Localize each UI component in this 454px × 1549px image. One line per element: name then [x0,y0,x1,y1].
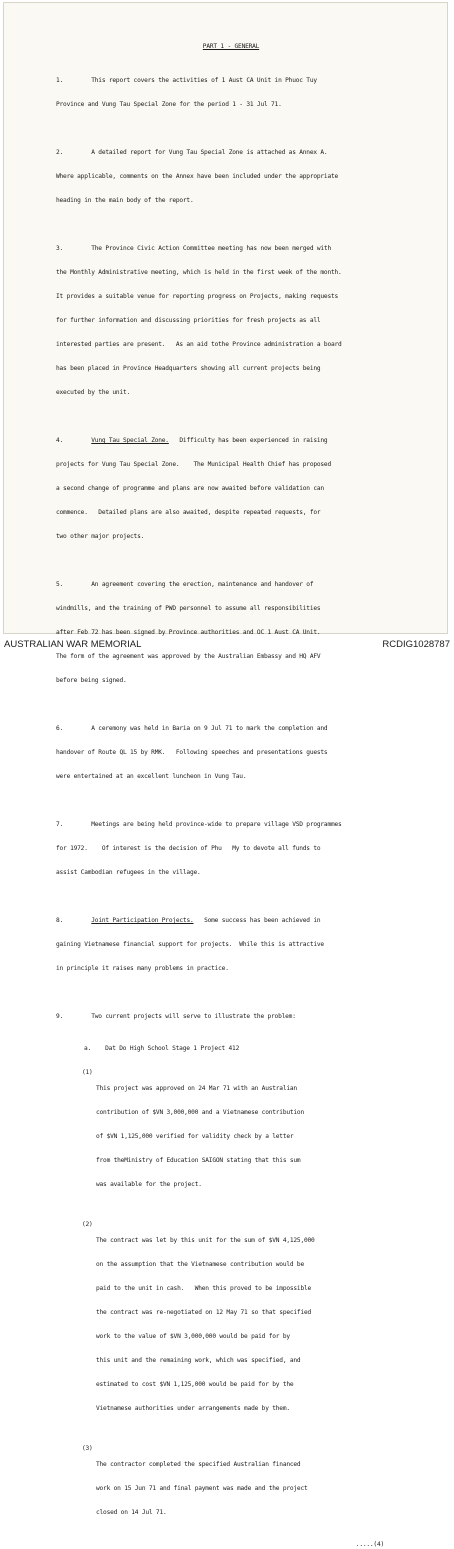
paragraph-1 [56,61,406,125]
paragraph-line [56,437,406,445]
subparagraph-1 [82,1061,406,1205]
paragraph-8 [56,901,406,989]
paragraph-line: for 1972. Of interest is the decision of Phu My to devote all funds to [56,845,321,852]
subparagraph-a: a. Dat Do High School Stage 1 Project 412 [84,1045,240,1052]
paragraph-line: windmills, and the training of PWD personnel to assume all responsibilities [56,605,321,612]
paragraph-line: handover of Route QL 15 by RMK. Following speeches and presentations guests [56,749,328,756]
paragraph-6 [56,709,406,797]
paragraph-line: Province and Vung Tau Special Zone for the period 1 - 31 Jul 71. [56,101,282,108]
paragraph-line [56,917,406,925]
paragraph-line: Where applicable, comments on the Annex have been included under the appropriate [56,173,339,180]
paragraph-text: Some success has been achieved in [193,917,321,924]
paragraph-line: contribution of $VN 3,000,000 and a Vietnamese contribution [96,1109,304,1116]
paragraph-line: two other major projects. [56,533,145,540]
paragraph-line: this unit and the remaining work, which was specified, and [96,1357,301,1364]
paragraph-text: Difficulty has been experienced in raising [168,437,328,444]
paragraph-line: 3. The Province Civic Action Committee meeting has now been merged with [56,245,331,252]
paragraph-heading: Vung Tau Special Zone. [91,437,169,444]
paragraph-line: closed on 14 Jul 71. [96,1509,167,1516]
paragraph-line: on the assumption that the Vietnamese contribution would be [96,1261,304,1268]
paragraph-line: paid to the unit in cash. When this proved to be impossible [96,1285,312,1292]
paragraph-3 [56,229,406,413]
paragraph-line: estimated to cost $VN 1,125,000 would be paid for by the [96,1381,294,1388]
paragraph-number: 4. [56,437,92,444]
paragraph-9 [56,997,406,1037]
record-id: RCDIG1028787 [382,639,450,650]
paragraph-line: for further information and discussing priorities for fresh projects as all [56,317,321,324]
paragraph-line: the contract was re-negotiated on 12 May 71 so that specified [96,1309,312,1316]
paragraph-7 [56,805,406,893]
subparagraph-number: (3) [82,1445,93,1452]
paragraph-line: assist Cambodian refugees in the village. [56,869,201,876]
paragraph-line: 1. This report covers the activities of 1 Aust CA Unit in Phuoc Tuy [56,77,317,84]
paragraph-line: the Monthly Administrative meeting, which is held in the first week of the month. [56,269,342,276]
paragraph-line: interested parties are present. As an aid tothe Province administration a board [56,341,342,348]
subparagraph-2 [82,1213,406,1429]
paragraph-line: The contractor completed the specified Australian financed [96,1461,301,1468]
paragraph-line: was available for the project. [96,1181,202,1188]
paragraph-line: has been placed in Province Headquarters showing all current projects being [56,365,321,372]
paragraph-line: It provides a suitable venue for reporting progress on Projects, making requests [56,293,339,300]
paragraph-line: projects for Vung Tau Special Zone. The Municipal Health Chief has proposed [56,461,331,468]
paragraph-line: from theMinistry of Education SAIGON stating that this sum [96,1157,301,1164]
paragraph-2 [56,133,406,221]
paragraph-line: heading in the main body of the report. [56,197,194,204]
page-title: PART 1 - GENERAL [202,43,260,50]
paragraph-heading: Joint Participation Projects. [91,917,194,924]
paragraph-line: in principle it raises many problems in practice. [56,965,229,972]
paragraph-line: 2. A detailed report for Vung Tau Special Zone is attached as Annex A. [56,149,328,156]
paragraph-line: before being signed. [56,677,127,684]
subparagraph-number: (1) [82,1069,93,1076]
paragraph-line: 7. Meetings are being held province-wide to prepare village VSD programmes [56,821,342,828]
paragraph-line: The contract was let by this unit for the sum of $VN 4,125,000 [96,1237,315,1244]
paragraph-line: 9. Two current projects will serve to illustrate the problem: [56,1013,296,1020]
paragraph-line: Vietnamese authorities under arrangements made by them. [96,1405,290,1412]
continuation-marker: .....(4) [355,1541,384,1548]
paragraph-line: 5. An agreement covering the erection, maintenance and handover of [56,581,314,588]
paragraph-line: gaining Vietnamese financial support for projects. While this is attractive [56,941,324,948]
paragraph-5 [56,565,406,701]
document-body [56,43,406,1549]
paragraph-line: were entertained at an excellent luncheon in Vung Tau. [56,773,247,780]
paragraph-number: 8. [56,917,92,924]
subparagraph-number: (2) [82,1221,93,1228]
subparagraph-3 [82,1437,406,1533]
paragraph-line: of $VN 1,125,000 verified for validity check by a letter [96,1133,294,1140]
paragraph-line: after Feb 72 has been signed by Province authorities and OC 1 Aust CA Unit. [56,629,321,636]
paragraph-line: a second change of programme and plans are now awaited before validation can [56,485,324,492]
archive-name: AUSTRALIAN WAR MEMORIAL [4,639,142,650]
paragraph-line: 6. A ceremony was held in Baria on 9 Jul 71 to mark the completion and [56,725,328,732]
paragraph-line: executed by the unit. [56,389,131,396]
paragraph-line: work on 15 Jun 71 and final payment was made and the project [96,1485,308,1492]
paragraph-line: work to the value of $VN 3,000,000 would be paid for by [96,1333,290,1340]
paragraph-line: commence. Detailed plans are also awaited, despite repeated requests, for [56,509,321,516]
paragraph-line: The form of the agreement was approved by the Australian Embassy and HQ AFV [56,653,321,660]
paragraph-line: This project was approved on 24 Mar 71 with an Australian [96,1085,297,1092]
paragraph-4 [56,421,406,557]
archive-footer [0,637,454,651]
